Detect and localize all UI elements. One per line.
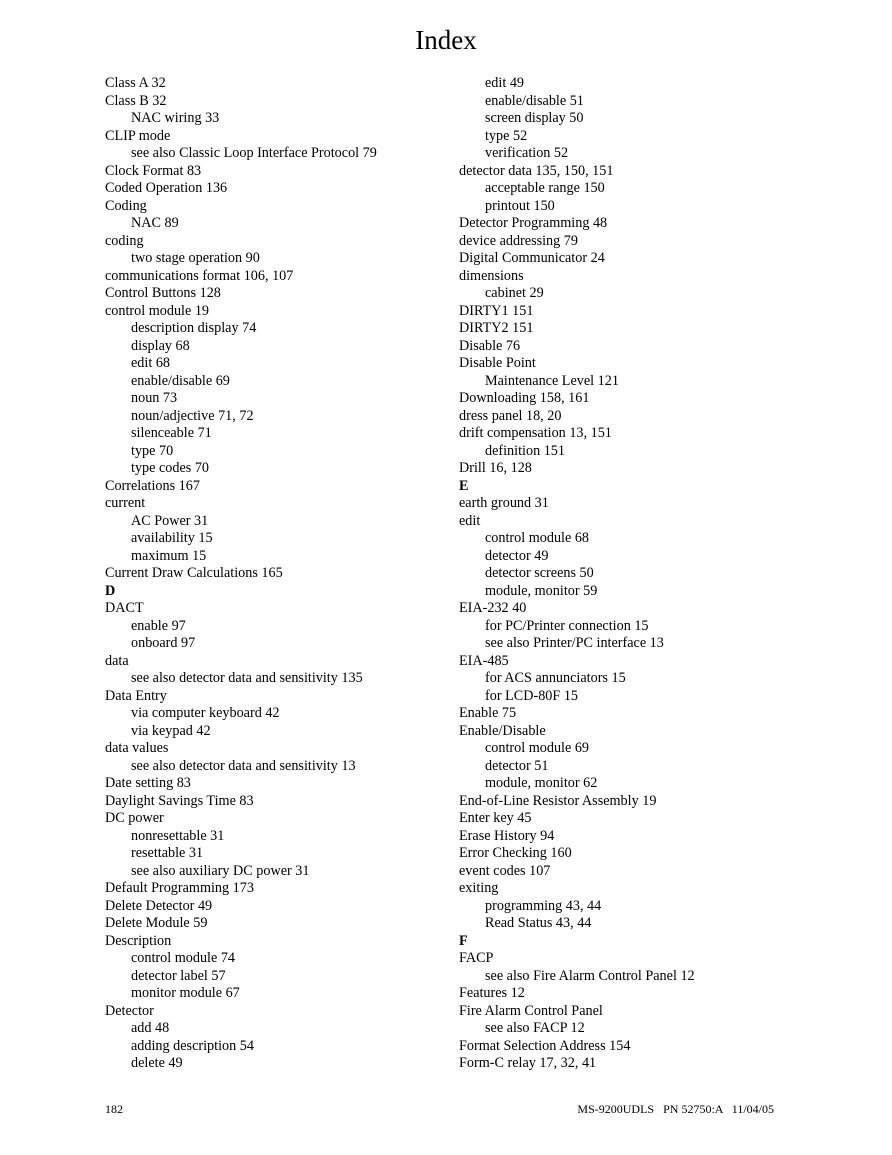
- index-entry: Data Entry: [105, 687, 167, 704]
- index-subentry: see also Printer/PC interface 13: [485, 635, 664, 651]
- index-entry: FACP: [459, 950, 494, 966]
- index-entry: DC power: [105, 810, 164, 826]
- index-entry: Current Draw Calculations 165: [105, 565, 283, 581]
- index-entry: End-of-Line Resistor Assembly 19: [459, 792, 657, 809]
- index-entry: DIRTY2 151: [459, 320, 534, 336]
- index-entry: Default Programming 173: [105, 880, 254, 896]
- index-entry: Clock Format 83: [105, 162, 202, 179]
- index-entry: Enable/Disable: [459, 722, 546, 739]
- index-entry: EIA-485: [459, 652, 509, 669]
- index-entry: Format Selection Address 154: [459, 1037, 631, 1054]
- index-entry: Detector Programming 48: [459, 215, 608, 231]
- index-subentry: detector label 57: [131, 967, 226, 984]
- index-subentry: for ACS annunciators 15: [485, 670, 626, 686]
- index-subentry: control module 68: [485, 530, 590, 546]
- index-subentry: definition 151: [485, 442, 565, 459]
- index-entry: Daylight Savings Time 83: [105, 792, 254, 809]
- index-entry: earth ground 31: [459, 495, 549, 511]
- document-info: MS-9200UDLS PN 52750:A 11/04/05: [577, 1102, 774, 1116]
- index-subentry: for PC/Printer connection 15: [485, 617, 649, 634]
- index-subentry: type 52: [485, 127, 528, 144]
- index-subentry: detector 49: [485, 547, 549, 564]
- index-subentry: NAC wiring 33: [131, 110, 220, 126]
- index-subentry: NAC 89: [131, 215, 179, 231]
- index-subentry: see also Fire Alarm Control Panel 12: [485, 967, 695, 984]
- index-subentry: acceptable range 150: [485, 180, 605, 196]
- index-subentry: see also FACP 12: [485, 1020, 585, 1036]
- index-entry: CLIP mode: [105, 127, 171, 144]
- index-entry: DIRTY1 151: [459, 302, 534, 319]
- index-entry: Delete Detector 49: [105, 897, 213, 914]
- index-subentry: see also Classic Loop Interface Protocol 79: [131, 145, 377, 161]
- index-entry: Erase History 94: [459, 827, 555, 844]
- index-entry: drift compensation 13, 151: [459, 425, 612, 441]
- index-entry: Fire Alarm Control Panel: [459, 1002, 603, 1019]
- index-column-right: [459, 75, 839, 1073]
- index-entry: control module 19: [105, 302, 210, 319]
- index-subentry: noun 73: [131, 390, 178, 406]
- index-entry: Date setting 83: [105, 775, 191, 791]
- index-subentry: see also detector data and sensitivity 13: [131, 757, 356, 774]
- page-number: 182: [105, 1102, 123, 1116]
- index-letter-heading: F: [459, 932, 468, 949]
- index-entry: DACT: [105, 600, 144, 616]
- index-subentry: type 70: [131, 442, 174, 459]
- index-subentry: nonresettable 31: [131, 827, 225, 844]
- index-letter-heading: D: [105, 582, 116, 599]
- index-subentry: type codes 70: [131, 460, 210, 476]
- index-entry: Disable Point: [459, 355, 536, 371]
- index-entry: data values: [105, 740, 169, 756]
- index-entry: communications format 106, 107: [105, 267, 294, 284]
- index-entry: coding: [105, 232, 144, 249]
- index-entry: Detector: [105, 1002, 154, 1019]
- index-subentry: enable/disable 69: [131, 372, 230, 389]
- index-entry: Class A 32: [105, 75, 166, 91]
- index-subentry: enable/disable 51: [485, 92, 584, 109]
- index-subentry: detector screens 50: [485, 565, 594, 581]
- index-entry: Correlations 167: [105, 477, 200, 494]
- index-entry: Downloading 158, 161: [459, 390, 590, 406]
- index-subentry: adding description 54: [131, 1037, 254, 1054]
- index-subentry: resettable 31: [131, 845, 204, 861]
- index-entry: current: [105, 495, 146, 511]
- index-subentry: display 68: [131, 337, 190, 354]
- index-subentry: enable 97: [131, 617, 186, 634]
- index-subentry: two stage operation 90: [131, 250, 260, 266]
- index-entry: Enter key 45: [459, 810, 532, 826]
- index-subentry: cabinet 29: [485, 285, 544, 301]
- index-subentry: monitor module 67: [131, 985, 240, 1001]
- index-subentry: for LCD-80F 15: [485, 687, 579, 704]
- index-subentry: Maintenance Level 121: [485, 372, 619, 389]
- index-subentry: module, monitor 62: [485, 775, 598, 791]
- index-entry: Form-C relay 17, 32, 41: [459, 1055, 597, 1071]
- index-letter-heading: E: [459, 477, 469, 494]
- index-entry: Disable 76: [459, 337, 521, 354]
- index-entry: dress panel 18, 20: [459, 407, 562, 424]
- index-subentry: AC Power 31: [131, 512, 209, 529]
- page-title: Index: [415, 25, 477, 55]
- index-entry: Features 12: [459, 985, 525, 1001]
- index-entry: Class B 32: [105, 92, 167, 109]
- index-subentry: via computer keyboard 42: [131, 705, 280, 721]
- index-entry: exiting: [459, 880, 499, 896]
- index-subentry: noun/adjective 71, 72: [131, 407, 254, 424]
- index-entry: detector data 135, 150, 151: [459, 162, 614, 179]
- index-entry: EIA-232 40: [459, 600, 527, 616]
- index-entry: device addressing 79: [459, 232, 578, 249]
- index-entry: Delete Module 59: [105, 915, 208, 931]
- index-entry: event codes 107: [459, 862, 551, 879]
- index-subentry: Read Status 43, 44: [485, 915, 592, 931]
- index-subentry: see also auxiliary DC power 31: [131, 862, 310, 879]
- index-subentry: edit 49: [485, 75, 525, 91]
- index-subentry: availability 15: [131, 530, 213, 546]
- index-subentry: programming 43, 44: [485, 897, 602, 914]
- index-subentry: detector 51: [485, 757, 549, 774]
- index-column-left: [105, 75, 485, 1073]
- index-subentry: control module 74: [131, 950, 236, 966]
- index-entry: Control Buttons 128: [105, 285, 221, 301]
- index-entry: Error Checking 160: [459, 845, 572, 861]
- index-subentry: verification 52: [485, 145, 569, 161]
- index-subentry: delete 49: [131, 1055, 183, 1071]
- index-subentry: add 48: [131, 1020, 170, 1036]
- index-subentry: description display 74: [131, 320, 257, 336]
- index-entry: dimensions: [459, 267, 524, 284]
- index-subentry: onboard 97: [131, 635, 196, 651]
- index-subentry: printout 150: [485, 197, 555, 214]
- index-subentry: maximum 15: [131, 547, 207, 564]
- index-entry: edit: [459, 512, 481, 529]
- index-entry: Coding: [105, 197, 147, 214]
- index-entry: Enable 75: [459, 705, 517, 721]
- index-subentry: see also detector data and sensitivity 135: [131, 670, 363, 686]
- index-subentry: edit 68: [131, 355, 171, 371]
- index-subentry: via keypad 42: [131, 722, 211, 739]
- index-entry: Drill 16, 128: [459, 460, 532, 476]
- index-subentry: module, monitor 59: [485, 582, 598, 599]
- index-entry: Digital Communicator 24: [459, 250, 605, 266]
- index-entry: data: [105, 652, 129, 669]
- index-subentry: screen display 50: [485, 110, 584, 126]
- index-subentry: control module 69: [485, 740, 590, 756]
- index-entry: Coded Operation 136: [105, 180, 228, 196]
- index-subentry: silenceable 71: [131, 425, 212, 441]
- index-entry: Description: [105, 932, 172, 949]
